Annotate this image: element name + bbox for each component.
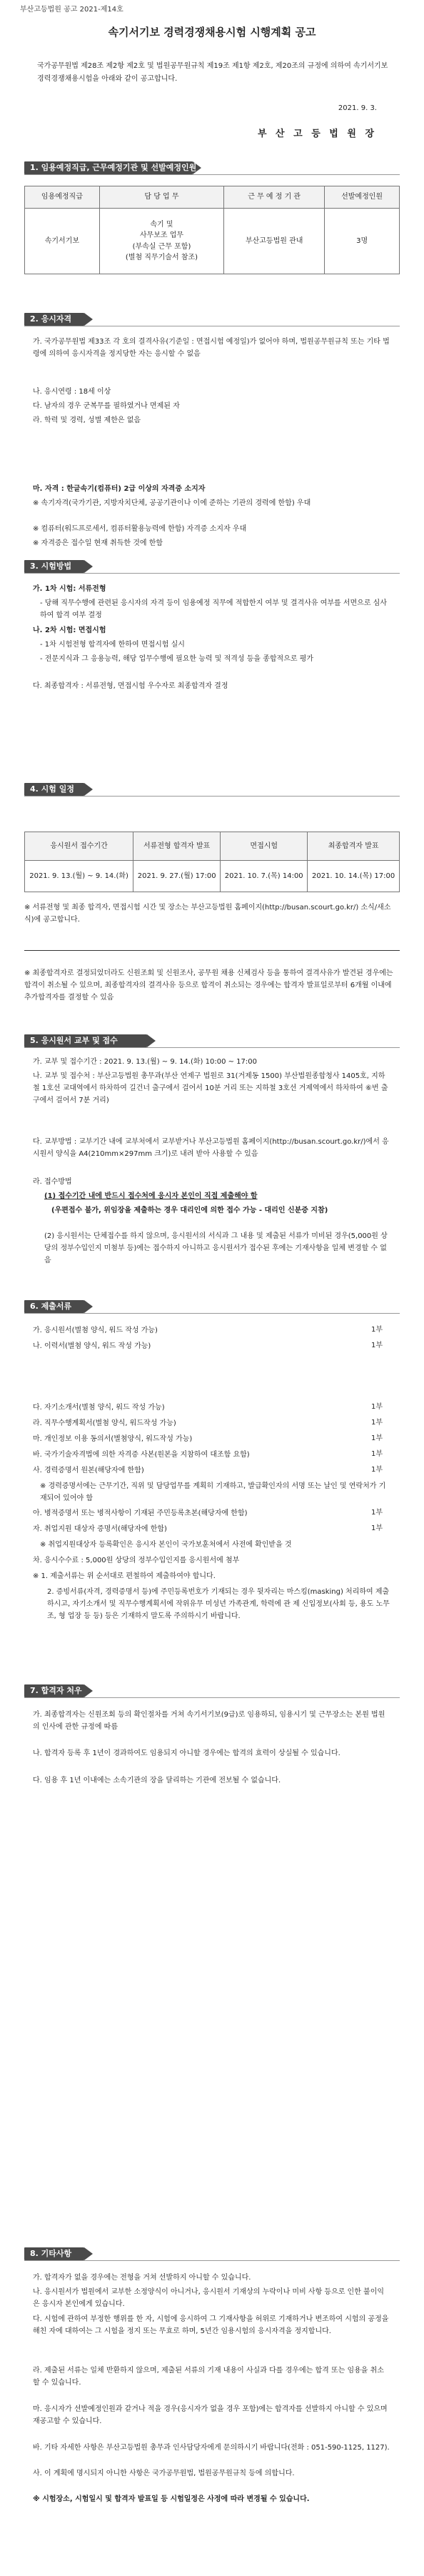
s8-item-sa: 사. 이 계획에 명시되지 아니한 사항은 국가공무원법, 법원공무원규칙 등에 의합니다. [33,2470,295,2477]
s3-item-na-detail-1: - 1차 시험전형 합격자에 한하여 면접시험 실시 [40,641,185,649]
s2-bullet-3: ※ 자격증은 접수일 현재 취득한 것에 한함 [33,539,163,547]
s2-item-da: 다. 남자의 경우 군복무를 필하였거나 면제된 자 [33,402,180,410]
schedule-note: ※ 서류전형 및 최종 합격자, 면접시험 시간 및 장소는 부산고등법원 홈페이지(http://busan.scourt.go.kr/) 소식/새소식)에 공고합니다. [24,904,391,924]
s6-remark-2: 2. 증빙서류(자격, 경력증명서 등)에 주민등록번호가 기재되는 경우 뒷자리는 마스킹(masking) 처리하여 제출하시고, 자기소개서 및 직무수행계획서에 작위유무 미성년 가족관계, 학력에 관 제 신입정보(사회 등, 용도 노무 조, 형 업장 등 등) 등은 기재하지 말도록 주의하시기 바랍니다. [47,1588,390,1620]
intro-paragraph: 국가공무원법 제28조 제2항 제2호 및 법원공무원규칙 제19조 제1항 제2호, 제20조의 규정에 의하여 속기서기보 경력경쟁채용시험을 아래와 같이 공고합니다. [37,62,388,83]
schedule-table: 응시원서 접수기간 서류전형 합격자 발표 면접시험 최종합격자 발표 2021. 9. 13.(월) ~ 9. 14.(화) 2021. 9. 27.(월) 17:00 2021. 10. 7.(목) 14:00 2021. 10. 14.(목) 17:00 [24,832,400,892]
s8-final-note: ※ 시험장소, 시험일시 및 합격자 발표일 등 시험일정은 사정에 따라 변경될 수 있습니다. [33,2495,310,2503]
s2-bullet-1: ※ 속기자격(국가기관, 지방자치단체, 공공기관이나 이에 준하는 기관의 경력에 한함) 우대 [33,499,311,507]
notice-title: 속기서기보 경력경쟁채용시험 시행계획 공고 [108,26,316,39]
doc-count: 1부 [370,1509,383,1517]
s2-item-na: 나. 응시연령 : 18세 이상 [33,388,111,396]
doc-count: 1부 [370,1450,383,1458]
doc-count: 1부 [370,1434,383,1442]
s3-item-na-detail-2: - 전문지식과 그 응용능력, 해당 업무수행에 필요한 능력 및 적격성 등을 종합적으로 평가 [40,655,314,663]
notice-number: 부산고등법원 공고 2021-제14호 [20,6,123,14]
doc-item: 나. 이력서(별첨 양식, 워드 작성 가능) [33,1342,151,1350]
s8-item-ba: 바. 기타 자세한 사항은 부산고등법원 총무과 인사담당자에게 문의하시기 바랍니다(전화 : 051-590-1125, 1127). [33,2444,390,2452]
s2-item-ma: 마. 자격 : 한글속기(컴퓨터) 2급 이상의 자격증 소지자 [33,485,206,493]
s5-receipt-1: (1) 접수기간 내에 반드시 접수처에 응시자 본인이 직접 제출해야 함 [44,1192,258,1200]
doc-count: 1부 [370,1419,383,1427]
section-8-header: 8. 기타사항 [24,2246,400,2262]
doc-item: 가. 응시원서(별첨 양식, 워드 작성 가능) [33,1327,158,1334]
s5-receipt-2: (2) 응시원서는 단체접수를 하지 않으며, 응시원서의 서식과 그 내용 및 제출된 서류가 미비된 경우(5,000원 상당의 정부수입인지 미첨부 등)에는 접수하지 아니하고 응시원서가 접수된 후에는 기재사항을 일체 변경할 수 없음 [44,1232,388,1264]
s5-period: 가. 교부 및 접수기간 : 2021. 9. 13.(월) ~ 9. 14.(화) 10:00 ~ 17:00 [33,1058,257,1066]
section-6-header: 6. 제출서류 [24,1299,400,1314]
notice-date: 2021. 9. 3. [338,104,377,112]
s8-item-da: 다. 시험에 관하여 부정한 행위를 한 자, 시험에 응시하여 그 기재사항을 허위로 기재하거나 변조하여 시험의 공정을 해친 자에 대하여는 그 시험을 정지 또는 무효로 하며, 5년간 임용시험의 응시자격을 정지합니다. [33,2315,389,2335]
doc-item: 자. 취업지원 대상자 증명서(해당자에 한함) [33,1525,167,1533]
s3-item-da: 다. 최종합격자 : 서류전형, 면접시험 우수자로 최종합격자 결정 [33,682,228,690]
s8-item-ra: 라. 제출된 서류는 일체 반환하지 않으며, 제출된 서류의 기재 내용이 사실과 다를 경우에는 합격 또는 임용을 취소할 수 있습니다. [33,2367,384,2387]
s2-item-ga: 가. 국가공무원법 제33조 각 호의 결격사유(기준일 : 면접시험 예정일)가 없어야 하며, 법원공무원규칙 또는 기타 법령에 의하여 응시자격을 정지당한 자는 응시할 수 없음 [33,338,390,358]
doc-count: 1부 [370,1466,383,1474]
s7-item-na: 나. 합격자 등록 후 1년이 경과하여도 임용되지 아니할 경우에는 합격의 효력이 상실될 수 있습니다. [33,1749,340,1757]
doc-item: 마. 개인정보 이용 동의서(별첨양식, 워드작성 가능) [33,1435,193,1443]
section-4-header: 4. 시험 일정 [24,782,400,797]
disqualification-note: ※ 최종합격자로 결정되었더라도 신원조회 및 신원조사, 공무원 채용 신체검사 등을 통하여 결격사유가 발견된 경우에는 합격이 취소될 수 있으며, 최종합격자의 결격사유 등으로 합격이 취소되는 경우에는 합격자 발표일로부터 6개월 이내에 추가합격자를 결정할 수 있음 [24,969,393,1002]
s5-method: 다. 교부방법 : 교부기간 내에 교부처에서 교부받거나 부산고등법원 홈페이지(http://busan.scourt.go.kr/)에서 응시원서 양식을 A4(210mm×297mm 크기)로 내려 받아 사용할 수 있음 [33,1138,389,1158]
section-2-header: 2. 응시자격 [24,311,400,327]
doc-item: 바. 국가기술자격법에 의한 자격증 사본(원본을 지참하여 대조함 요함) [33,1451,250,1459]
issuing-authority: 부 산 고 등 법 원 장 [257,129,377,139]
section-1-table: 임용예정직급 담 당 업 무 근 무 예 정 기 관 선발예정인원 속기서기보 속기 및 사무보조 업무 (부속실 근무 포함) (별첨 직무기술서 참조) 부산고등법원 관내 3명 [24,186,400,274]
s2-bullet-2: ※ 컴퓨터(워드프로세서, 컴퓨터활용능력에 한함) 자격증 소지자 우대 [33,525,247,533]
doc-item: 사. 경력증명서 원본(해당자에 한함) [33,1467,144,1474]
s6-remark-1: ※ 1. 제출서류는 위 순서대로 편철하여 제출하여야 합니다. [33,1572,216,1580]
s8-item-ma: 마. 응시자가 선발예정인원과 같거나 적을 경우(응시자가 없을 경우 포함)에는 합격자를 선발하지 아니할 수 있으며 재공고할 수 있습니다. [33,2405,388,2425]
s8-item-na: 나. 응시원서가 법원에서 교부한 소정양식이 아니거나, 응시원서 기재상의 누락이나 미비 사항 등으로 인한 불이익은 응시자 본인에게 있습니다. [33,2288,385,2308]
s5-receipt: 라. 접수방법 [33,1178,72,1186]
section-3-header: 3. 시험방법 [24,559,400,574]
doc-count: 1부 [370,1403,383,1411]
section-5-header: 5. 응시원서 교부 및 접수 [24,1033,400,1049]
doc-count: 1부 [370,1326,383,1334]
doc-count: 1부 [370,1524,383,1532]
s6-fee: 차. 응시수수료 : 5,000원 상당의 정부수입인지를 응시원서에 첨부 [33,1557,240,1564]
doc-item: 라. 직무수행계획서(별첨 양식, 워드작성 가능) [33,1419,176,1427]
section-1-header: 1. 임용예정직급, 근무예정기관 및 선발예정인원 [24,160,400,176]
s2-item-ra: 라. 학력 및 경력, 성별 제한은 없음 [33,416,141,424]
s7-item-ga: 가. 최종합격자는 신원조회 등의 확인절차를 거쳐 속기서기보(9급)로 임용하되, 임용시기 및 근무장소는 본원 법원의 인사에 관한 규정에 따름 [33,1711,385,1731]
s5-receipt-1b: (우편접수 불가, 위임장을 제출하는 경우 대리인에 의한 접수 가능 - 대리인 신분증 지참) [51,1207,328,1214]
s6-note-1: ※ 경력증명서에는 근무기간, 직위 및 담당업무를 계획히 기재하고, 발급확인자의 서명 또는 날인 및 연락처가 기재되어 있어야 함 [40,1482,386,1502]
s8-item-ga: 가. 합격자가 없을 경우에는 전형을 거쳐 선발하지 아니할 수 있습니다. [33,2274,251,2282]
divider [24,950,400,951]
s3-item-ga: 가. 1차 시험: 서류전형 [33,585,106,593]
section-7-header: 7. 합격자 처우 [24,1683,400,1699]
s6-note-2: ※ 취업지원대상자 등록확인은 응시자 본인이 국가보훈처에서 사전에 확인받을 것 [40,1541,292,1549]
doc-item: 다. 자기소개서(별첨 양식, 워드 작성 가능) [33,1404,165,1412]
doc-item: 아. 병적증명서 또는 병적사항이 기재된 주민등록초본(해당자에 한함) [33,1509,248,1517]
s7-item-da: 다. 임용 후 1년 이내에는 소속기관의 장을 달리하는 기관에 전보될 수 없습니다. [33,1777,281,1784]
s3-item-na: 나. 2차 시험: 면접시험 [33,626,106,634]
doc-count: 1부 [370,1342,383,1349]
s3-item-ga-detail: - 당해 직무수행에 관련된 응시자의 자격 등이 임용예정 직무에 적합한지 여부 및 결격사유 여부를 서면으로 심사하여 합격 여부 결정 [40,599,387,619]
s5-place: 나. 교부 및 접수처 : 부산고등법원 총무과(부산 연제구 법원로 31(거제동 1500) 부산법원종합청사 1405호, 지하철 1호선 교대역에서 하차하여 길건너 출구에서 걸어서 10분 거리 또는 지하철 3호선 거제역에서 하차하여 ⑥번 출구에서 걸어서 7분 거리) [33,1072,388,1104]
